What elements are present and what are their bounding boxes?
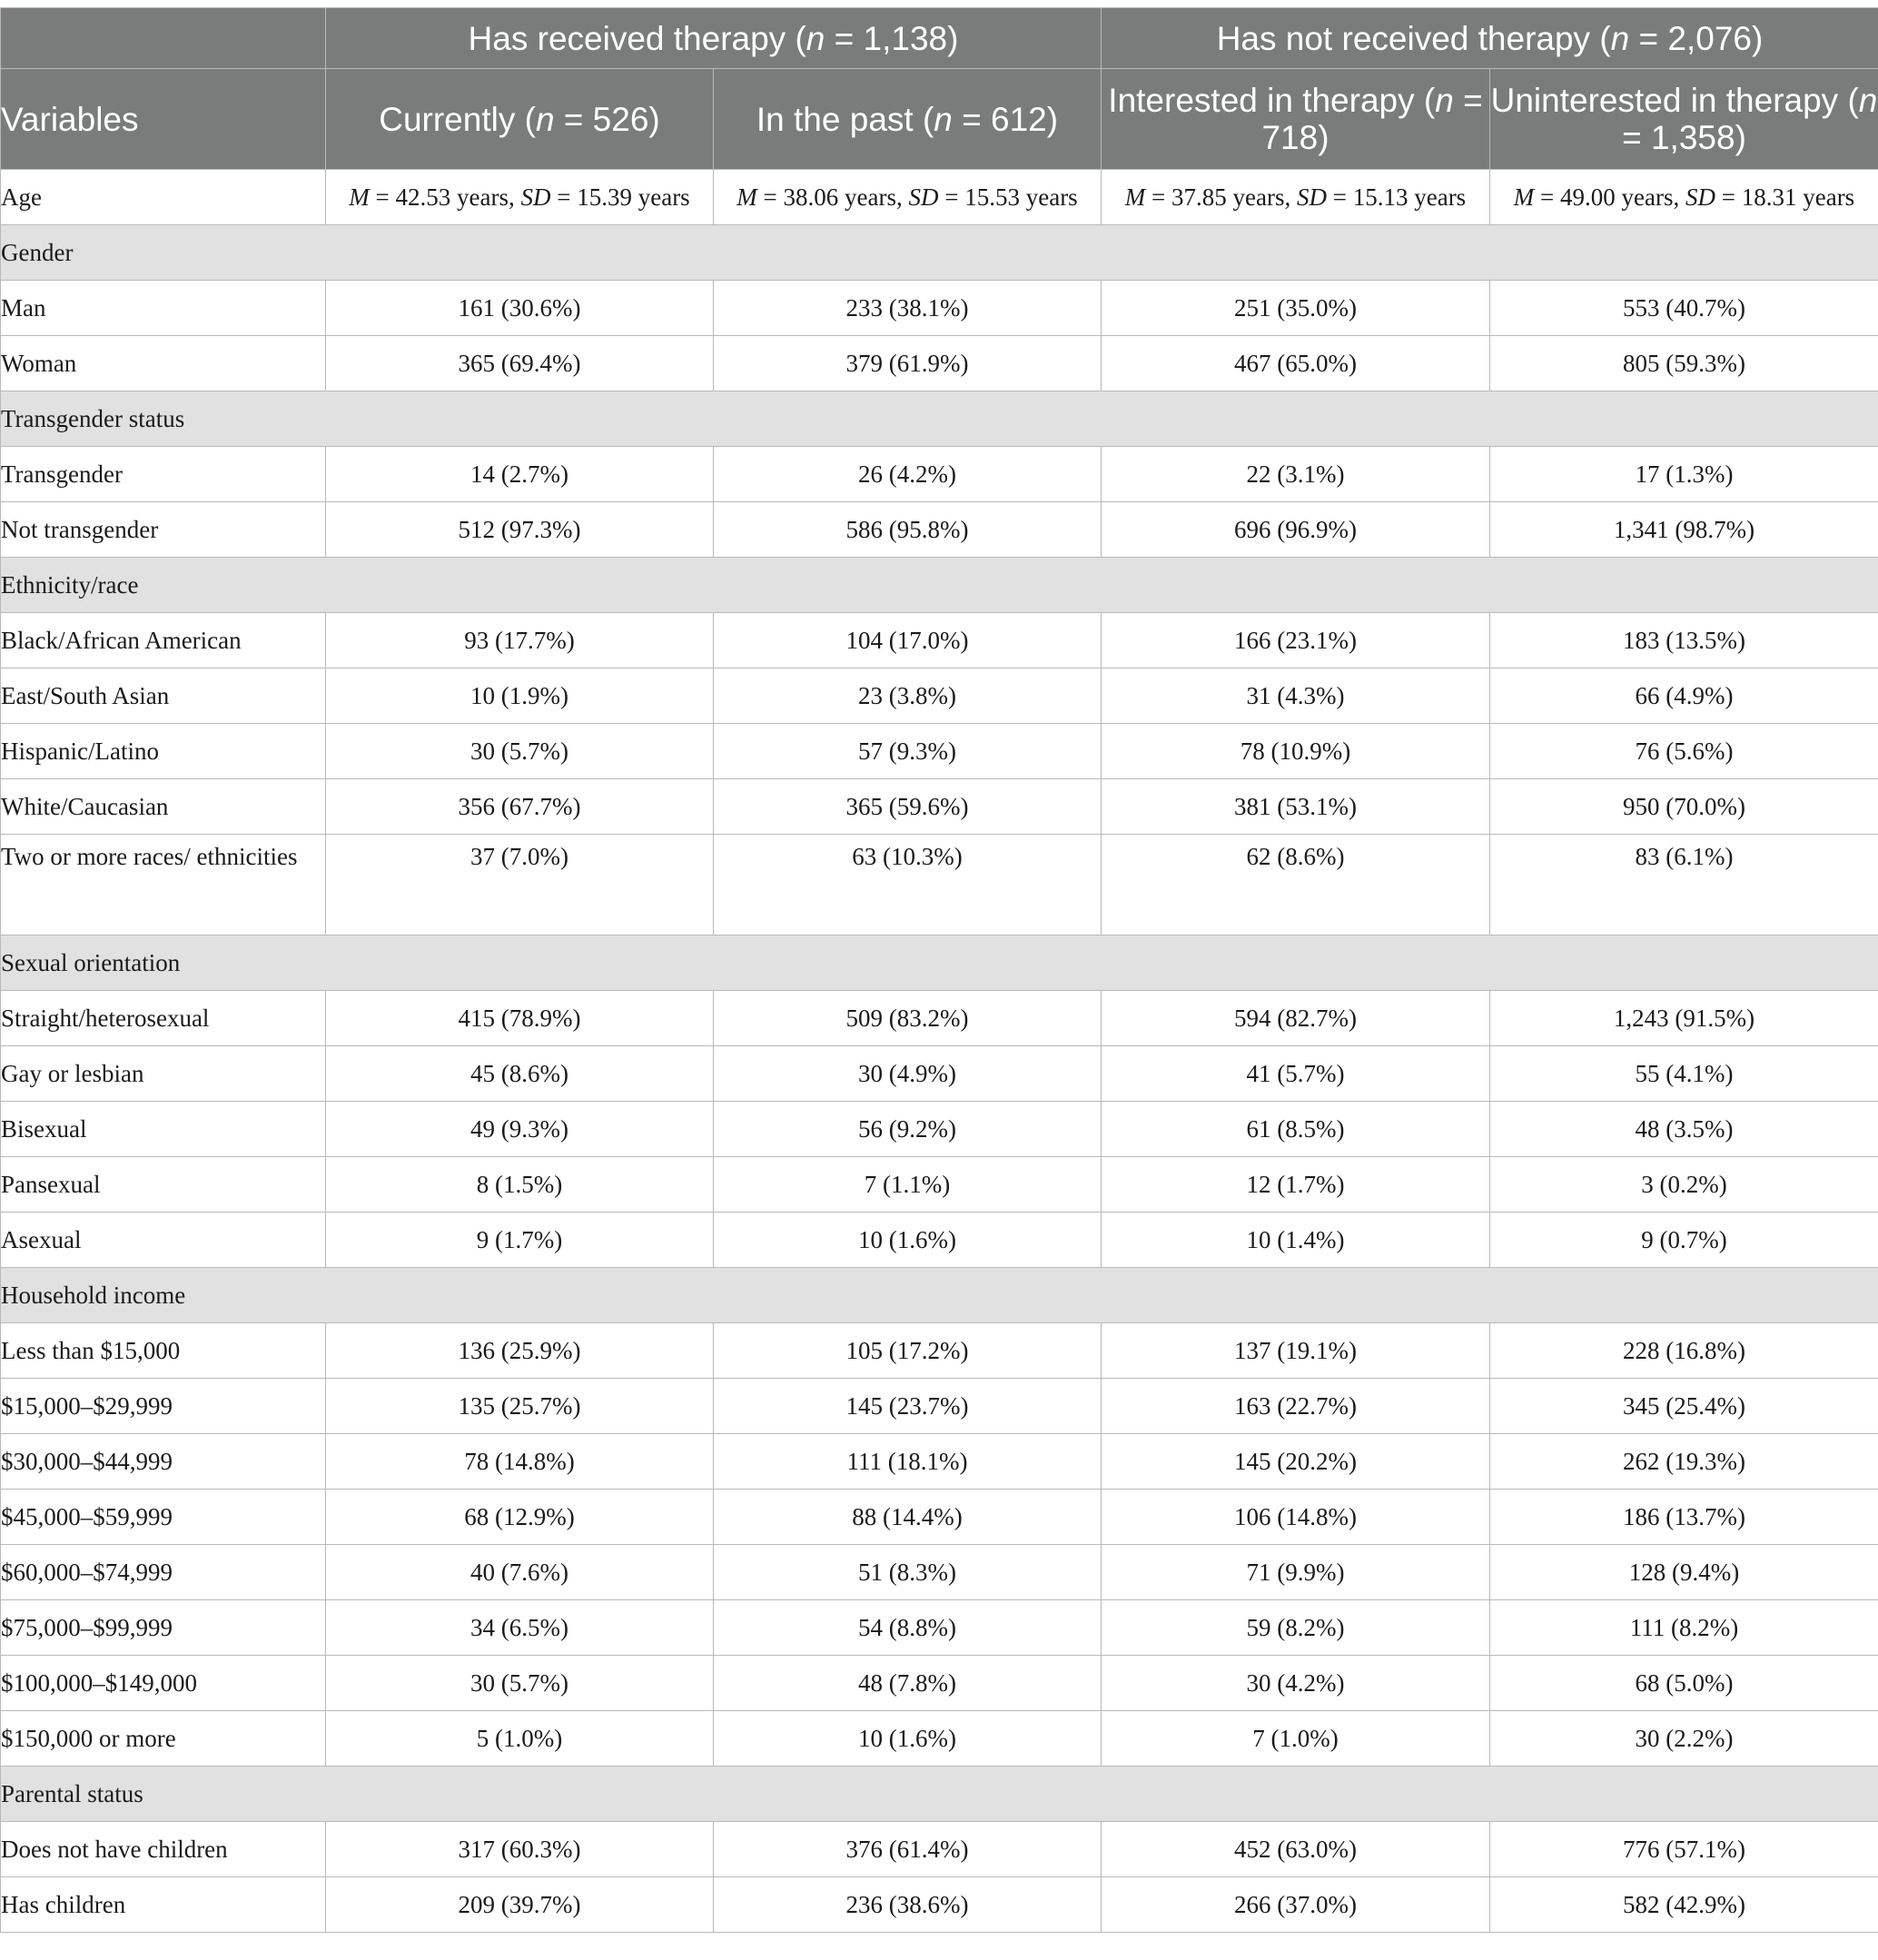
row-label: $100,000–$149,000 <box>1 1656 326 1711</box>
table-cell: 93 (17.7%) <box>326 613 714 668</box>
table-row <box>1 779 1878 835</box>
table-row <box>1 724 1878 779</box>
row-label: $45,000–$59,999 <box>1 1490 326 1545</box>
row-label: Age <box>1 170 326 225</box>
row-label: Does not have children <box>1 1822 326 1877</box>
table-cell: 57 (9.3%) <box>714 724 1102 779</box>
table-cell: 7 (1.1%) <box>714 1157 1102 1213</box>
header-variables: Variables <box>1 69 326 170</box>
row-label: $75,000–$99,999 <box>1 1600 326 1656</box>
row-label: $30,000–$44,999 <box>1 1434 326 1490</box>
table-cell: 78 (14.8%) <box>326 1434 714 1490</box>
header-received-therapy: Has received therapy (n = 1,138) <box>326 8 1102 69</box>
group-header-row <box>1 225 1878 281</box>
table-cell: 135 (25.7%) <box>326 1379 714 1434</box>
table-cell: 68 (12.9%) <box>326 1490 714 1545</box>
table-cell: 553 (40.7%) <box>1490 281 1878 336</box>
table-cell: 62 (8.6%) <box>1102 835 1490 935</box>
table-cell: 137 (19.1%) <box>1102 1323 1490 1379</box>
table-cell: 317 (60.3%) <box>326 1822 714 1877</box>
table-row <box>1 1102 1878 1157</box>
table-cell: 76 (5.6%) <box>1490 724 1878 779</box>
table-cell: 66 (4.9%) <box>1490 668 1878 724</box>
table-cell: 37 (7.0%) <box>326 835 714 935</box>
table-cell: 30 (4.9%) <box>714 1046 1102 1102</box>
table-cell: 266 (37.0%) <box>1102 1877 1490 1933</box>
table-row <box>1 1822 1878 1877</box>
table-cell: 48 (3.5%) <box>1490 1102 1878 1157</box>
header-uninterested: Uninterested in therapy (n = 1,358) <box>1490 69 1878 170</box>
table-row-age <box>1 170 1878 225</box>
row-label: Man <box>1 281 326 336</box>
table-cell: 8 (1.5%) <box>326 1157 714 1213</box>
row-label: East/South Asian <box>1 668 326 724</box>
header-in-the-past: In the past (n = 612) <box>714 69 1102 170</box>
row-label: Gay or lesbian <box>1 1046 326 1102</box>
table-cell: 78 (10.9%) <box>1102 724 1490 779</box>
table-row <box>1 1877 1878 1933</box>
header-not-received-therapy: Has not received therapy (n = 2,076) <box>1102 8 1878 69</box>
table-cell: 83 (6.1%) <box>1490 835 1878 935</box>
table-row <box>1 1600 1878 1656</box>
table-cell: 12 (1.7%) <box>1102 1157 1490 1213</box>
group-title: Household income <box>1 1268 1878 1323</box>
table-cell: 163 (22.7%) <box>1102 1379 1490 1434</box>
row-label: Bisexual <box>1 1102 326 1157</box>
group-title: Gender <box>1 225 1878 281</box>
table-cell: 10 (1.6%) <box>714 1213 1102 1268</box>
table-cell: M = 42.53 years, SD = 15.39 years <box>326 170 714 225</box>
table-cell: 9 (0.7%) <box>1490 1213 1878 1268</box>
table-cell: 186 (13.7%) <box>1490 1490 1878 1545</box>
table-cell: 48 (7.8%) <box>714 1656 1102 1711</box>
header-currently: Currently (n = 526) <box>326 69 714 170</box>
row-label: Has children <box>1 1877 326 1933</box>
row-label: Pansexual <box>1 1157 326 1213</box>
table-body <box>1 170 1878 1933</box>
table-cell: 228 (16.8%) <box>1490 1323 1878 1379</box>
table-row <box>1 668 1878 724</box>
table-cell: 376 (61.4%) <box>714 1822 1102 1877</box>
table-cell: 49 (9.3%) <box>326 1102 714 1157</box>
table-cell: 950 (70.0%) <box>1490 779 1878 835</box>
table-cell: 183 (13.5%) <box>1490 613 1878 668</box>
table-row <box>1 991 1878 1046</box>
table-cell: 54 (8.8%) <box>714 1600 1102 1656</box>
row-label: White/Caucasian <box>1 779 326 835</box>
row-label: Black/African American <box>1 613 326 668</box>
table-cell: 9 (1.7%) <box>326 1213 714 1268</box>
row-label: Asexual <box>1 1213 326 1268</box>
table-cell: 30 (5.7%) <box>326 724 714 779</box>
table-cell: 56 (9.2%) <box>714 1102 1102 1157</box>
table-cell: 63 (10.3%) <box>714 835 1102 935</box>
table-cell: 17 (1.3%) <box>1490 447 1878 502</box>
table-row <box>1 1434 1878 1490</box>
table-cell: 40 (7.6%) <box>326 1545 714 1600</box>
group-header-row <box>1 558 1878 613</box>
row-label: Straight/heterosexual <box>1 991 326 1046</box>
table-cell: 582 (42.9%) <box>1490 1877 1878 1933</box>
row-label: Woman <box>1 336 326 391</box>
table-row <box>1 1323 1878 1379</box>
header-row-groups <box>1 8 1878 69</box>
table-cell: M = 37.85 years, SD = 15.13 years <box>1102 170 1490 225</box>
table-cell: 236 (38.6%) <box>714 1877 1102 1933</box>
table-row <box>1 1711 1878 1767</box>
demographics-table <box>0 7 1878 1933</box>
header-row-columns <box>1 69 1878 170</box>
table-cell: 106 (14.8%) <box>1102 1490 1490 1545</box>
table-cell: 59 (8.2%) <box>1102 1600 1490 1656</box>
table-cell: 105 (17.2%) <box>714 1323 1102 1379</box>
group-title: Transgender status <box>1 391 1878 447</box>
table-cell: 696 (96.9%) <box>1102 502 1490 558</box>
table-cell: 356 (67.7%) <box>326 779 714 835</box>
table-cell: 251 (35.0%) <box>1102 281 1490 336</box>
table-cell: 45 (8.6%) <box>326 1046 714 1102</box>
table-cell: 51 (8.3%) <box>714 1545 1102 1600</box>
table-cell: 379 (61.9%) <box>714 336 1102 391</box>
table-row <box>1 1490 1878 1545</box>
table-cell: 805 (59.3%) <box>1490 336 1878 391</box>
group-title: Ethnicity/race <box>1 558 1878 613</box>
table-cell: 128 (9.4%) <box>1490 1545 1878 1600</box>
row-label: $15,000–$29,999 <box>1 1379 326 1434</box>
table-cell: 10 (1.6%) <box>714 1711 1102 1767</box>
table-row <box>1 613 1878 668</box>
group-header-row <box>1 935 1878 991</box>
table-row <box>1 1157 1878 1213</box>
table-row <box>1 1656 1878 1711</box>
table-cell: 594 (82.7%) <box>1102 991 1490 1046</box>
table-cell: 104 (17.0%) <box>714 613 1102 668</box>
table-cell: 68 (5.0%) <box>1490 1656 1878 1711</box>
header-blank-cell <box>1 8 326 69</box>
group-header-row <box>1 391 1878 447</box>
group-title: Sexual orientation <box>1 935 1878 991</box>
table-cell: 34 (6.5%) <box>326 1600 714 1656</box>
table-cell: 30 (5.7%) <box>326 1656 714 1711</box>
table-cell: 30 (2.2%) <box>1490 1711 1878 1767</box>
table-row <box>1 835 1878 935</box>
table-cell: 512 (97.3%) <box>326 502 714 558</box>
table-row <box>1 447 1878 502</box>
table-row <box>1 502 1878 558</box>
row-label: $60,000–$74,999 <box>1 1545 326 1600</box>
table-cell: 55 (4.1%) <box>1490 1046 1878 1102</box>
table-cell: 209 (39.7%) <box>326 1877 714 1933</box>
group-header-row <box>1 1767 1878 1822</box>
row-label: $150,000 or more <box>1 1711 326 1767</box>
table-cell: 166 (23.1%) <box>1102 613 1490 668</box>
table-cell: 467 (65.0%) <box>1102 336 1490 391</box>
table-cell: 10 (1.4%) <box>1102 1213 1490 1268</box>
table-cell: 26 (4.2%) <box>714 447 1102 502</box>
table-cell: 71 (9.9%) <box>1102 1545 1490 1600</box>
table-cell: 22 (3.1%) <box>1102 447 1490 502</box>
table-cell: 61 (8.5%) <box>1102 1102 1490 1157</box>
table-cell: 14 (2.7%) <box>326 447 714 502</box>
group-title: Parental status <box>1 1767 1878 1822</box>
header-interested: Interested in therapy (n = 718) <box>1102 69 1490 170</box>
table-cell: 1,243 (91.5%) <box>1490 991 1878 1046</box>
table-cell: 345 (25.4%) <box>1490 1379 1878 1434</box>
table-cell: 7 (1.0%) <box>1102 1711 1490 1767</box>
table-cell: 365 (59.6%) <box>714 779 1102 835</box>
table-cell: 136 (25.9%) <box>326 1323 714 1379</box>
table-cell: 10 (1.9%) <box>326 668 714 724</box>
table-cell: 262 (19.3%) <box>1490 1434 1878 1490</box>
table-cell: 111 (8.2%) <box>1490 1600 1878 1656</box>
table-cell: 145 (20.2%) <box>1102 1434 1490 1490</box>
table-cell: 161 (30.6%) <box>326 281 714 336</box>
row-label: Hispanic/Latino <box>1 724 326 779</box>
group-header-row <box>1 1268 1878 1323</box>
table-row <box>1 1545 1878 1600</box>
row-label: Less than $15,000 <box>1 1323 326 1379</box>
table-cell: 365 (69.4%) <box>326 336 714 391</box>
table-row <box>1 1046 1878 1102</box>
table-cell: 88 (14.4%) <box>714 1490 1102 1545</box>
row-label: Not transgender <box>1 502 326 558</box>
table-cell: M = 38.06 years, SD = 15.53 years <box>714 170 1102 225</box>
table-cell: 3 (0.2%) <box>1490 1157 1878 1213</box>
table-row <box>1 281 1878 336</box>
table-cell: 1,341 (98.7%) <box>1490 502 1878 558</box>
table-cell: 41 (5.7%) <box>1102 1046 1490 1102</box>
table-row <box>1 1213 1878 1268</box>
table-cell: 5 (1.0%) <box>326 1711 714 1767</box>
table-cell: 23 (3.8%) <box>714 668 1102 724</box>
table-cell: 509 (83.2%) <box>714 991 1102 1046</box>
table-cell: 233 (38.1%) <box>714 281 1102 336</box>
table-cell: 586 (95.8%) <box>714 502 1102 558</box>
table-row <box>1 1379 1878 1434</box>
table-cell: 415 (78.9%) <box>326 991 714 1046</box>
table-cell: M = 49.00 years, SD = 18.31 years <box>1490 170 1878 225</box>
table-cell: 31 (4.3%) <box>1102 668 1490 724</box>
table-cell: 452 (63.0%) <box>1102 1822 1490 1877</box>
row-label: Two or more races/ ethnicities <box>1 835 326 935</box>
table-cell: 145 (23.7%) <box>714 1379 1102 1434</box>
table-row <box>1 336 1878 391</box>
row-label: Transgender <box>1 447 326 502</box>
table-cell: 30 (4.2%) <box>1102 1656 1490 1711</box>
table-cell: 111 (18.1%) <box>714 1434 1102 1490</box>
table-cell: 776 (57.1%) <box>1490 1822 1878 1877</box>
table-cell: 381 (53.1%) <box>1102 779 1490 835</box>
